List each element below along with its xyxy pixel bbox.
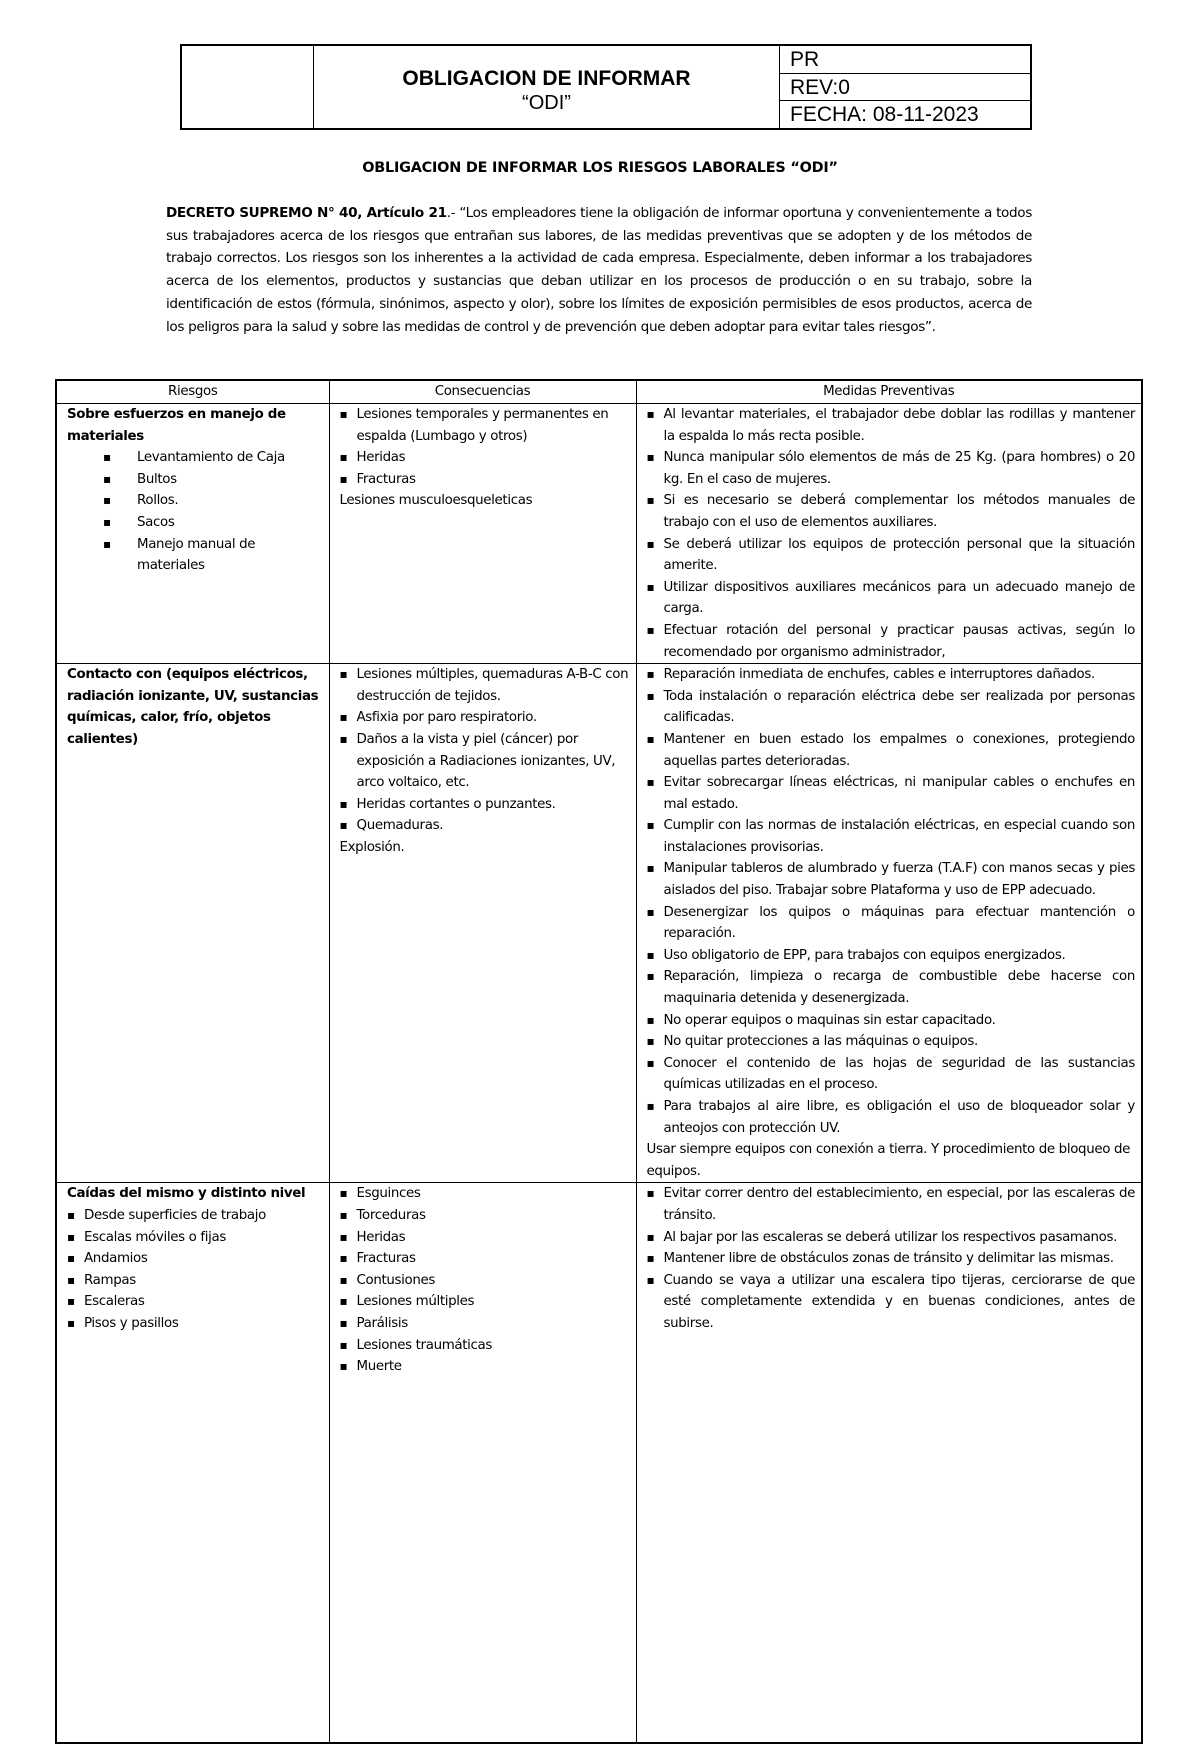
measures-cell — [636, 404, 1142, 664]
risk-item: ▪ Levantamiento de Caja — [67, 447, 323, 469]
measure-item: ▪ Evitar sobrecargar líneas eléctricas, ni manipular cables o enchufes en mal estado. — [647, 772, 1136, 815]
consequence-note: Explosión. — [339, 839, 405, 855]
table-row — [56, 404, 1142, 664]
consequence-item: ▪ Heridas — [340, 1227, 630, 1249]
risks-table — [55, 379, 1143, 1744]
doc-date: FECHA: 08-11-2023 — [790, 103, 979, 127]
measure-item: ▪ Desenergizar los quipos o máquinas para efectuar mantención o reparación. — [647, 902, 1136, 945]
risk-items-list — [67, 447, 323, 577]
measure-item: ▪ Utilizar dispositivos auxiliares mecánicos para un adecuado manejo de carga. — [647, 577, 1136, 620]
decree-text: .- “Los empleadores tiene la obligación de informar oportuna y convenientemente a todos sus trabajadores acerca de los riesgos que entrañan sus labores, de las medidas preventivas que se adopten y de los métodos de trabajo correctos. Los riesgos son los inherentes a la actividad de cada empresa. Especialmente, deben informar a los trabajadores acerca de los elementos, productos y sustancias que deban utilizar en los procesos de producción o en su trabajo, sobre la identificación de estos (fórmula, sinónimos, aspecto y olor), sobre los límites de exposición permisibles de esos productos, acerca de los peligros para la salud y sobre las medidas de control y de prevención que deben adoptar para evitar tales riesgos”. — [166, 205, 1032, 335]
table-row — [56, 1183, 1142, 1744]
measures-cell — [636, 664, 1142, 1183]
document-heading: OBLIGACION DE INFORMAR LOS RIESGOS LABORALES “ODI” — [362, 160, 838, 176]
consequences-cell — [329, 664, 636, 1183]
table-body — [56, 404, 1142, 1744]
measure-item: ▪ Evitar correr dentro del establecimiento, en especial, por las escaleras de tránsito. — [647, 1183, 1136, 1226]
measure-item: ▪ Manipular tableros de alumbrado y fuerza (T.A.F) con manos secas y pies aislados del piso. Trabajar sobre Plataforma y uso de EPP adecuado. — [647, 858, 1136, 901]
consequences-cell — [329, 1183, 636, 1744]
consequence-item: ▪ Quemaduras. — [340, 815, 630, 837]
consequence-item: ▪ Contusiones — [340, 1270, 630, 1292]
measure-item: ▪ Mantener libre de obstáculos zonas de tránsito y delimitar las mismas. — [647, 1248, 1136, 1270]
consequence-item: ▪ Muerte — [340, 1356, 630, 1378]
consequence-item: ▪ Heridas — [340, 447, 630, 469]
doc-code: PR — [780, 46, 1030, 74]
risk-item: ▪ Pisos y pasillos — [67, 1313, 323, 1335]
risk-item: ▪ Escalas móviles o fijas — [67, 1227, 323, 1249]
consequences-list — [340, 1183, 630, 1377]
risk-title: Sobre esfuerzos en manejo de materiales — [67, 407, 286, 444]
risk-title: Contacto con (equipos eléctricos, radiación ionizante, UV, sustancias químicas, calor, frío, objetos calientes) — [67, 667, 319, 747]
measure-item: ▪ Cumplir con las normas de instalación eléctricas, en especial cuando son instalaciones provisorias. — [647, 815, 1136, 858]
risk-item: ▪ Sacos — [67, 512, 323, 534]
measure-item: ▪ Efectuar rotación del personal y practicar pausas activas, según lo recomendado por organismo administrador, — [647, 620, 1136, 663]
measure-item: ▪ Reparación inmediata de enchufes, cables e interruptores dañados. — [647, 664, 1136, 686]
consequence-item: ▪ Lesiones múltiples, quemaduras A-B-C con destrucción de tejidos. — [340, 664, 630, 707]
measure-item: ▪ Mantener en buen estado los empalmes o conexiones, protegiendo aquellas partes deterioradas. — [647, 729, 1136, 772]
measure-item: ▪ Para trabajos al aire libre, es obligación el uso de bloqueador solar y anteojos con protección UV. — [647, 1096, 1136, 1139]
measure-item: ▪ Al bajar por las escaleras se deberá utilizar los respectivos pasamanos. — [647, 1227, 1136, 1249]
risk-cell — [56, 404, 329, 664]
consequence-item: ▪ Fracturas — [340, 469, 630, 491]
measures-list — [647, 1183, 1136, 1334]
risk-cell — [56, 664, 329, 1183]
measures-list — [647, 404, 1136, 663]
measure-note: Usar siempre equipos con conexión a tierra. Y procedimiento de bloqueo de equipos. — [646, 1142, 1131, 1179]
measure-item: ▪ Conocer el contenido de las hojas de seguridad de las sustancias químicas utilizadas en el proceso. — [647, 1053, 1136, 1096]
risk-item: ▪ Rollos. — [67, 490, 323, 512]
consequence-item: ▪ Torceduras — [340, 1205, 630, 1227]
col-header-consecuencias: Consecuencias — [329, 380, 636, 404]
consequence-item: ▪ Lesiones traumáticas — [340, 1335, 630, 1357]
risk-item: ▪ Bultos — [67, 469, 323, 491]
measure-item: ▪ Al levantar materiales, el trabajador debe doblar las rodillas y mantener la espalda lo más recta posible. — [647, 404, 1136, 447]
consequences-list — [340, 664, 630, 837]
risk-items-list — [67, 1205, 323, 1335]
measure-item: ▪ Uso obligatorio de EPP, para trabajos con equipos energizados. — [647, 945, 1136, 967]
consequence-item: ▪ Asfixia por paro respiratorio. — [340, 707, 630, 729]
consequences-cell — [329, 404, 636, 664]
doc-revision: REV:0 — [780, 74, 1030, 102]
consequence-item: ▪ Fracturas — [340, 1248, 630, 1270]
consequence-item: ▪ Lesiones temporales y permanentes en espalda (Lumbago y otros) — [340, 404, 630, 447]
risk-item: ▪ Desde superficies de trabajo — [67, 1205, 323, 1227]
header-title: OBLIGACION DE INFORMAR — [402, 67, 691, 90]
measure-item: ▪ Toda instalación o reparación eléctrica debe ser realizada por personas calificadas. — [647, 686, 1136, 729]
decree-paragraph — [166, 202, 1032, 338]
logo-cell — [182, 46, 314, 128]
measure-item: ▪ Cuando se vaya a utilizar una escalera tipo tijeras, cerciorarse de que esté completamente extendida y en buenas condiciones, antes de subirse. — [647, 1270, 1136, 1335]
col-header-medidas: Medidas Preventivas — [636, 380, 1142, 404]
header-meta — [780, 46, 1030, 128]
consequence-note: Lesiones musculoesqueleticas — [339, 493, 533, 509]
consequence-item: ▪ Parálisis — [340, 1313, 630, 1335]
risk-item: ▪ Manejo manual de materiales — [67, 534, 323, 577]
measure-item: ▪ Reparación, limpieza o recarga de combustible debe hacerse con maquinaria detenida y desenergizada. — [647, 966, 1136, 1009]
measures-cell — [636, 1183, 1142, 1744]
consequence-item: ▪ Lesiones múltiples — [340, 1291, 630, 1313]
col-header-riesgos: Riesgos — [56, 380, 329, 404]
risk-item: ▪ Rampas — [67, 1270, 323, 1292]
measure-item: ▪ No quitar protecciones a las máquinas o equipos. — [647, 1031, 1136, 1053]
measure-item: ▪ No operar equipos o maquinas sin estar capacitado. — [647, 1010, 1136, 1032]
consequence-item: ▪ Heridas cortantes o punzantes. — [340, 794, 630, 816]
risk-cell — [56, 1183, 329, 1744]
measure-item: ▪ Si es necesario se deberá complementar los métodos manuales de trabajo con el uso de elementos auxiliares. — [647, 490, 1136, 533]
risk-item: ▪ Andamios — [67, 1248, 323, 1270]
decree-label: DECRETO SUPREMO N° 40, Artículo 21 — [166, 205, 447, 221]
consequence-item: ▪ Esguinces — [340, 1183, 630, 1205]
consequence-item: ▪ Daños a la vista y piel (cáncer) por exposición a Radiaciones ionizantes, UV, arco voltaico, etc. — [340, 729, 630, 794]
consequences-list — [340, 404, 630, 490]
table-header-row — [56, 380, 1142, 404]
measure-item: ▪ Se deberá utilizar los equipos de protección personal que la situación amerite. — [647, 534, 1136, 577]
header-title-cell — [314, 46, 780, 128]
measures-list — [647, 664, 1136, 1139]
document-header — [180, 44, 1032, 130]
measure-item: ▪ Nunca manipular sólo elementos de más de 25 Kg. (para hombres) o 20 kg. En el caso de mujeres. — [647, 447, 1136, 490]
table-row — [56, 664, 1142, 1183]
risk-item: ▪ Escaleras — [67, 1291, 323, 1313]
header-subtitle: “ODI” — [522, 92, 571, 114]
risk-title: Caídas del mismo y distinto nivel — [67, 1186, 306, 1202]
